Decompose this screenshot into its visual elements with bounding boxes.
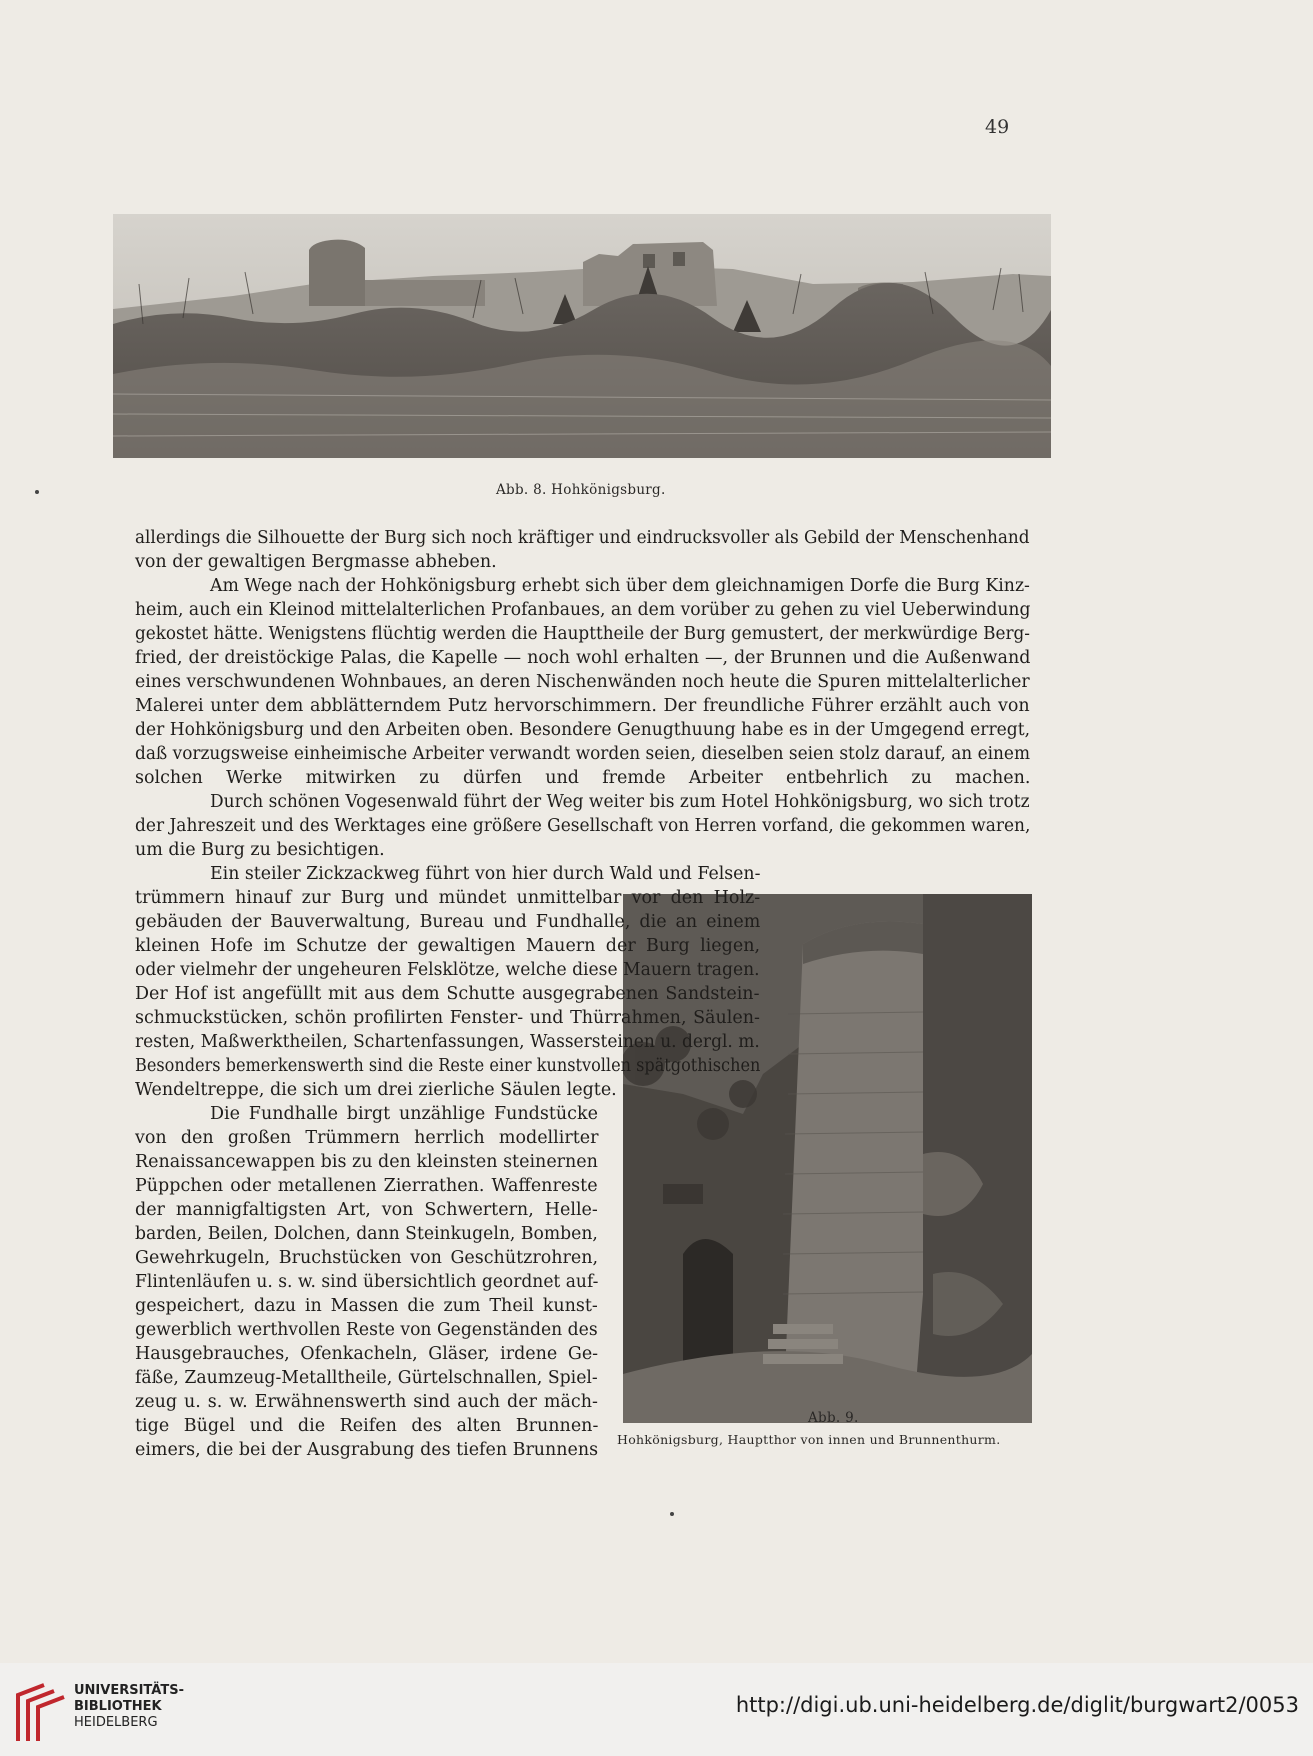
body-line: allerdings die Silhouette der Burg sich noch kräftiger und eindrucksvoller als Gebild der Menschenhand (135, 528, 1030, 548)
body-line: tige Bügel und die Reifen des alten Brunnen- (135, 1416, 599, 1436)
body-line: Hausgebrauches, Ofenkacheln, Gläser, irdene Ge- (135, 1344, 599, 1364)
body-line: resten, Maßwerktheilen, Schartenfassungen, Wassersteinen u. dergl. m. (135, 1032, 760, 1052)
body-line: um die Burg zu besichtigen. (135, 840, 385, 860)
library-name-line1: UNIVERSITÄTS- (74, 1683, 184, 1698)
body-line: der Jahreszeit und des Werktages eine größere Gesellschaft von Herren vorfand, die gekommen waren, (135, 816, 1031, 836)
body-line: Wendeltreppe, die sich um drei zierliche Säulen legte. (135, 1080, 617, 1100)
source-url-link[interactable]: http://digi.ub.uni-heidelberg.de/diglit/burgwart2/0053 (735, 1693, 1299, 1717)
body-line: Besonders bemerkenswerth sind die Reste einer kunstvollen spätgothischen (135, 1056, 761, 1076)
figure-8-caption: Abb. 8. Hohkönigsburg. (496, 482, 666, 498)
body-line: Püppchen oder metallenen Zierrathen. Waffenreste (135, 1176, 598, 1196)
body-line: oder vielmehr der ungeheuren Felsklötze, welche diese Mauern tragen. (135, 960, 760, 980)
body-line: zeug u. s. w. Erwähnenswerth sind auch der mäch- (135, 1392, 598, 1412)
library-name-line3: HEIDELBERG (74, 1715, 158, 1730)
body-line: kleinen Hofe im Schutze der gewaltigen Mauern der Burg liegen, (135, 936, 761, 956)
body-line: schmuckstücken, schön profilirten Fenster- und Thürrahmen, Säulen- (135, 1008, 760, 1028)
library-logo-icon (14, 1681, 68, 1751)
body-line: solchen Werke mitwirken zu dürfen und fremde Arbeiter entbehrlich zu machen. (135, 768, 1031, 788)
figure-9-caption-text: Hohkönigsburg, Hauptthor von innen und Brunnenthurm. (617, 1432, 1001, 1447)
body-line: daß vorzugsweise einheimische Arbeiter verwandt worden seien, dieselben seien stolz darauf, an einem (135, 744, 1031, 764)
library-name-line2: BIBLIOTHEK (74, 1699, 162, 1714)
scan-speck (35, 490, 39, 494)
footer-bar (0, 1663, 1313, 1756)
body-line: Durch schönen Vogesenwald führt der Weg weiter bis zum Hotel Hohkönigsburg, wo sich trotz (210, 792, 1030, 812)
figure-9-caption-number: Abb. 9. (808, 1410, 859, 1426)
body-line: Renaissancewappen bis zu den kleinsten steinernen (135, 1152, 598, 1172)
body-line: Flintenläufen u. s. w. sind übersichtlich geordnet auf- (135, 1272, 599, 1292)
body-line: von der gewaltigen Bergmasse abheben. (135, 552, 497, 572)
body-line: der Hohkönigsburg und den Arbeiten oben. Besondere Genugthuung habe es in der Umgegend erregt, (135, 720, 1031, 740)
body-line: Die Fundhalle birgt unzählige Fundstücke (210, 1104, 598, 1124)
body-line: Gewehrkugeln, Bruchstücken von Geschützrohren, (135, 1248, 599, 1268)
body-line: gewerblich werthvollen Reste von Gegenständen des (135, 1320, 598, 1340)
body-line: fäße, Zaumzeug-Metalltheile, Gürtelschnallen, Spiel- (135, 1368, 598, 1388)
body-line: Am Wege nach der Hohkönigsburg erhebt sich über dem gleichnamigen Dorfe die Burg Kinz- (210, 576, 1030, 596)
body-line: von den großen Trümmern herrlich modellirter (135, 1128, 599, 1148)
body-line: Der Hof ist angefüllt mit aus dem Schutte ausgegrabenen Sandstein- (135, 984, 760, 1004)
page-number: 49 (985, 116, 1010, 138)
body-line: gespeichert, dazu in Massen die zum Theil kunst- (135, 1296, 598, 1316)
body-line: gebäuden der Bauverwaltung, Bureau und Fundhalle, die an einem (135, 912, 761, 932)
body-line: trümmern hinauf zur Burg und mündet unmittelbar vor den Holz- (135, 888, 761, 908)
body-line: Malerei unter dem abblätterndem Putz hervorschimmern. Der freundliche Führer erzählt auch von (135, 696, 1030, 716)
body-line: eimers, die bei der Ausgrabung des tiefen Brunnens (135, 1440, 599, 1460)
body-line: eines verschwundenen Wohnbaues, an deren Nischenwänden noch heute die Spuren mittelalterlicher (135, 672, 1030, 692)
body-line: gekostet hätte. Wenigstens flüchtig werden die Haupttheile der Burg gemustert, der merkwürdige Berg- (135, 624, 1030, 644)
library-name (74, 1683, 184, 1731)
body-line: Ein steiler Zickzackweg führt von hier durch Wald und Felsen- (210, 864, 761, 884)
body-line: fried, der dreistöckige Palas, die Kapelle — noch wohl erhalten —, der Brunnen und die Außenwand (135, 648, 1031, 668)
body-line: der mannigfaltigsten Art, von Schwertern, Helle- (135, 1200, 598, 1220)
figure-8-photo (113, 214, 1051, 458)
body-line: heim, auch ein Kleinod mittelalterlichen Profanbaues, an dem vorüber zu gehen zu viel Ueberwindung (135, 600, 1031, 620)
scan-speck (670, 1512, 674, 1516)
body-line: barden, Beilen, Dolchen, dann Steinkugeln, Bomben, (135, 1224, 598, 1244)
